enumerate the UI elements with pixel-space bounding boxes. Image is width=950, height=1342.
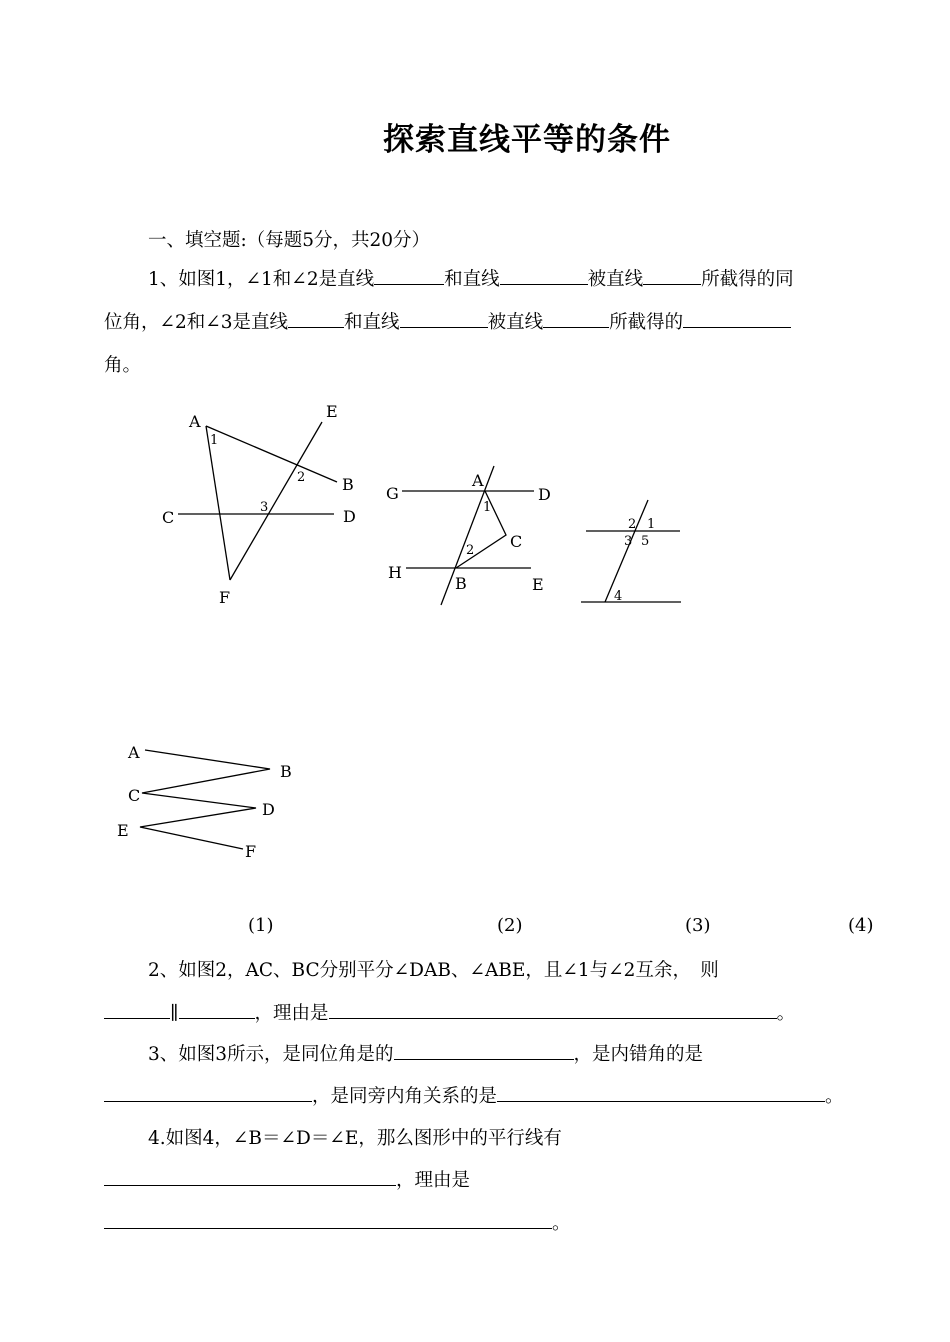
fig1-line-ef — [230, 422, 322, 580]
fig2-label-b: B — [455, 574, 467, 593]
q1-text-a: 1、如图1，∠1和∠2是直线 — [148, 269, 375, 290]
q2-text-b: ，理由是 — [254, 1003, 329, 1024]
fig2-label-d: D — [538, 485, 551, 504]
q2-blank-2[interactable] — [179, 999, 255, 1019]
q4-blank-1[interactable] — [104, 1166, 396, 1186]
fig3-angle-4: 4 — [614, 589, 623, 604]
fig2-label-h: H — [388, 563, 402, 582]
question-4-line-3 — [104, 1209, 571, 1235]
fig1-angle-1: 1 — [210, 433, 219, 448]
fig1-label-b: B — [342, 475, 354, 494]
fig3-angle-2: 2 — [628, 517, 637, 532]
caption-figure-1: (1) — [248, 915, 274, 936]
fig4-zigzag — [140, 750, 270, 849]
question-1-line-3: 角。 — [104, 355, 142, 376]
fig4-label-e: E — [117, 821, 129, 840]
q4-blank-2[interactable] — [104, 1209, 552, 1229]
figure-2 — [386, 466, 551, 605]
q3-text-b: ，是内错角的是 — [573, 1044, 704, 1065]
q3-blank-1[interactable] — [394, 1040, 574, 1060]
q1-text-d: 所截得的同 — [701, 269, 794, 290]
q1-text-f: 和直线 — [344, 312, 400, 333]
question-2-line-2 — [104, 999, 795, 1025]
fig3-angle-5: 5 — [641, 534, 650, 549]
fig2-label-a: A — [472, 471, 484, 490]
q2-end: 。 — [776, 1003, 796, 1024]
caption-figure-4: (4) — [848, 915, 874, 936]
fig1-label-c: C — [162, 508, 175, 527]
fig1-segment-af — [206, 426, 230, 580]
fig3-transversal — [605, 500, 648, 602]
fig1-label-e: E — [326, 402, 338, 421]
fig1-line-ab — [206, 426, 337, 482]
q2-parallel-symbol: ∥ — [170, 1003, 179, 1024]
page-title: 探索直线平等的条件 — [383, 122, 671, 158]
caption-figure-2: (2) — [497, 915, 523, 936]
fig1-label-d: D — [343, 507, 356, 526]
q1-text-c: 被直线 — [587, 269, 644, 290]
fig4-label-c: C — [128, 786, 141, 805]
q1-text-e: 位角，∠2和∠3是直线 — [104, 312, 289, 333]
fig2-segments-ac-bc — [456, 491, 506, 568]
fig4-label-f: F — [245, 842, 257, 861]
fig2-angle-1: 1 — [483, 500, 492, 515]
fig2-transversal — [441, 466, 494, 605]
q3-blank-2[interactable] — [104, 1082, 312, 1102]
q4-end: 。 — [552, 1213, 571, 1234]
q2-blank-1[interactable] — [104, 999, 170, 1019]
q3-text-a: 3、如图3所示，是同位角是的 — [148, 1044, 394, 1065]
fig4-label-d: D — [262, 800, 275, 819]
question-3-line-1 — [148, 1040, 703, 1066]
fig4-label-b: B — [280, 762, 292, 781]
q3-text-c: ，是同旁内角关系的是 — [312, 1086, 498, 1107]
fig3-angle-3: 3 — [624, 534, 633, 549]
figure-4 — [117, 743, 292, 861]
figure-1 — [162, 402, 356, 607]
fig2-label-c: C — [510, 532, 523, 551]
fig1-label-a: A — [189, 412, 201, 431]
q2-blank-3[interactable] — [329, 999, 777, 1019]
question-4-line-2 — [104, 1166, 470, 1192]
q3-blank-3[interactable] — [497, 1082, 825, 1102]
fig2-label-e: E — [532, 575, 544, 594]
q1-text-g: 被直线 — [487, 312, 544, 333]
fig1-label-f: F — [219, 588, 231, 607]
section-heading: 一、填空题:（每题5分，共20分） — [148, 230, 431, 251]
figure-3 — [581, 500, 681, 604]
fig3-angle-1: 1 — [647, 517, 656, 532]
fig4-label-a: A — [128, 743, 140, 762]
question-3-line-2 — [104, 1082, 844, 1108]
question-2-line-1: 2、如图2，AC、BC分别平分∠DAB、∠ABE，且∠1与∠2互余， 则 — [148, 960, 719, 981]
fig2-angle-2: 2 — [466, 543, 475, 558]
fig1-angle-3: 3 — [260, 500, 269, 515]
q1-text-h: 所截得的 — [609, 312, 684, 333]
fig2-label-g: G — [386, 484, 399, 503]
question-4-line-1: 4.如图4，∠B＝∠D＝∠E，那么图形中的平行线有 — [148, 1128, 562, 1149]
caption-figure-3: (3) — [685, 915, 711, 936]
q1-text-b: 和直线 — [444, 269, 500, 290]
fig1-angle-2: 2 — [297, 470, 306, 485]
q4-text-b: ，理由是 — [396, 1170, 471, 1191]
q3-end: 。 — [825, 1086, 844, 1107]
